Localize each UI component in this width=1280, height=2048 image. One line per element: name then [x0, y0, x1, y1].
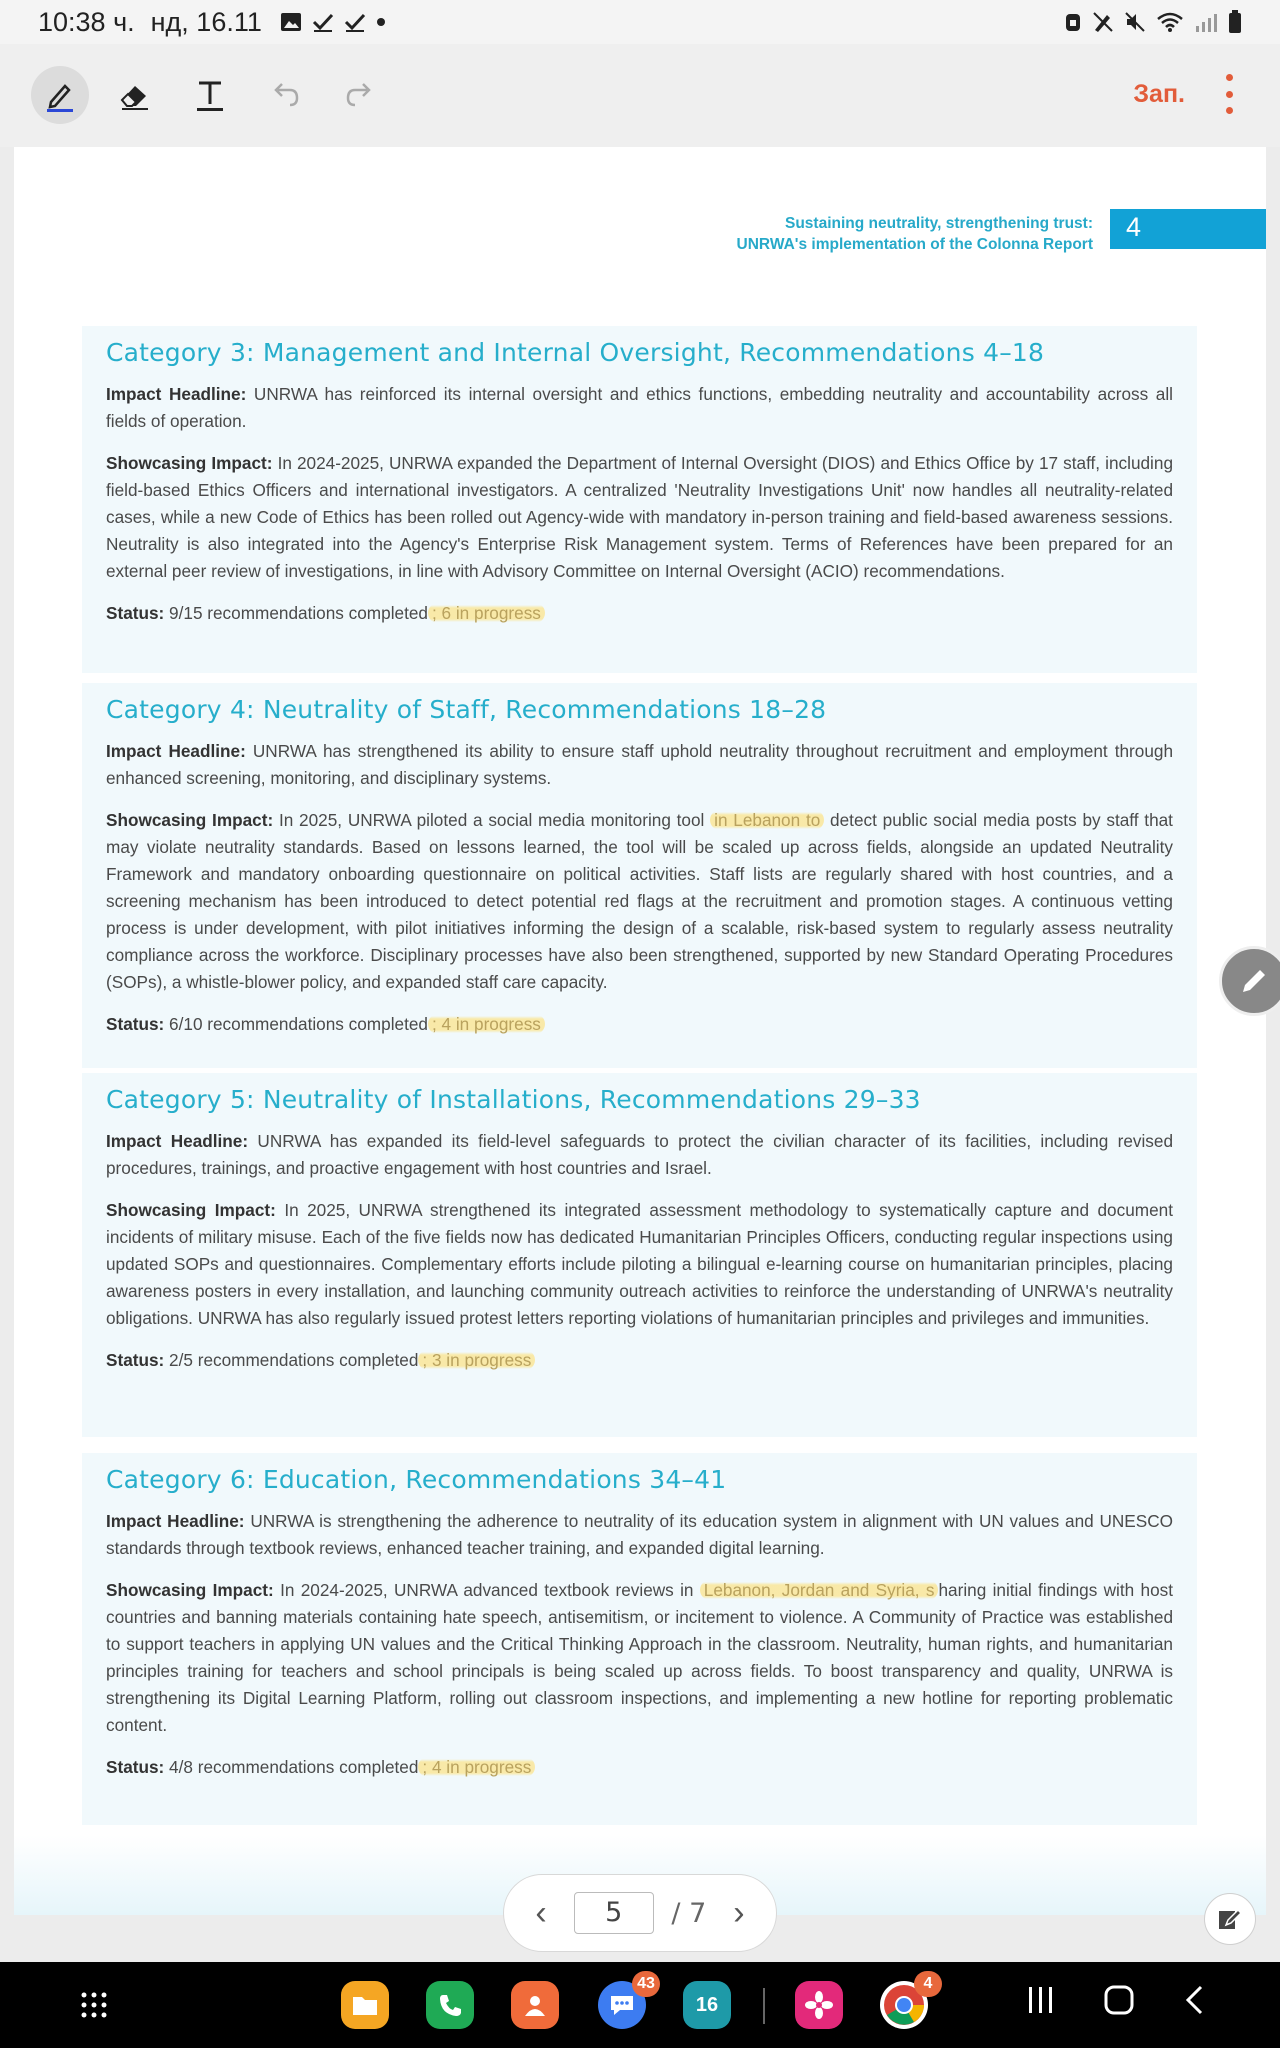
apps-grid-icon[interactable] [70, 1981, 118, 2029]
eraser-icon [118, 78, 152, 112]
highlight-annotation: ; 4 in progress [418, 1757, 535, 1777]
navigation-bar [0, 1962, 1280, 2048]
highlight-annotation: ; 3 in progress [418, 1350, 535, 1370]
page-number-input[interactable]: 5 [574, 1892, 654, 1934]
running-head-line1: Sustaining neutrality, strengthening trust: [784, 215, 1093, 232]
highlight-annotation: ; 4 in progress [428, 1014, 545, 1034]
check-icon [344, 11, 366, 33]
redo-button[interactable] [331, 66, 389, 124]
status-date: нд, 16.11 [150, 6, 262, 37]
undo-button[interactable] [256, 66, 314, 124]
pen-icon [43, 78, 77, 112]
highlight-annotation: ; 6 in progress [428, 603, 545, 623]
recents-button[interactable] [1026, 1984, 1056, 2025]
battery-icon [1228, 10, 1242, 34]
category-title: Category 6: Education, Recommendations 34–41 [106, 1465, 727, 1494]
status-line: Status: 6/10 recommendations completed ; 4 in progress [106, 1011, 1173, 1038]
running-head-line2: UNRWA's implementation of the Colonna Report [736, 236, 1093, 253]
pencil-icon [1237, 964, 1271, 998]
category-section [82, 1073, 1197, 1437]
messages-badge: 43 [632, 1971, 660, 1997]
chrome-app-icon[interactable] [880, 1975, 933, 2029]
category-title: Category 5: Neutrality of Installations, Recommendations 29–33 [106, 1085, 921, 1114]
category-title: Category 3: Management and Internal Oversight, Recommendations 4–18 [106, 338, 1045, 367]
status-time: 10:38 ч. [38, 6, 135, 37]
document-page[interactable] [14, 147, 1266, 1915]
page-navigator [503, 1874, 777, 1952]
status-bar [0, 0, 1280, 44]
save-button[interactable]: Зап. [1133, 80, 1185, 108]
annotate-button[interactable] [1204, 1893, 1256, 1945]
check-icon [312, 11, 334, 33]
showcasing-impact: Showcasing Impact: In 2025, UNRWA strengthened its integrated assessment methodology to systematically capture and document incidents of military misuse. Each of the five fields now has dedicated Humanitarian Principles Officers, conducting regular inspections using updated SOPs and questionnaires. Complementary efforts include piloting a bilingual e-learning course on humanitarian principles, placing awareness posters in every installation, and launching community outreach activities to reinforce the understanding of UNRWA's neutrality obligations. UNRWA has also regularly issued protest letters reporting violations of humanitarian principles and privileges and immunities. [106, 1200, 1173, 1328]
flower-app-icon[interactable] [795, 1981, 843, 2029]
chrome-badge: 4 [914, 1971, 942, 1997]
chevron-left-icon[interactable]: ‹ [535, 1893, 547, 1932]
dock-divider [763, 1988, 765, 2024]
annotation-toolbar [0, 44, 1280, 147]
undo-icon [268, 78, 302, 112]
calendar-day: 16 [695, 1993, 719, 2016]
category-section [82, 683, 1197, 1068]
impact-headline: Impact Headline: UNRWA has reinforced its internal oversight and ethics functions, embedding neutrality and accountability across all fields of operation. [106, 384, 1173, 431]
status-line: Status: 4/8 recommendations completed ; 4 in progress [106, 1754, 1173, 1781]
impact-headline: Impact Headline: UNRWA has strengthened its ability to ensure staff uphold neutrality throughout recruitment and employment through enhanced screening, monitoring, and disciplinary systems. [106, 741, 1174, 788]
highlight-annotation: in Lebanon to [710, 810, 824, 830]
more-options-icon[interactable] [1223, 74, 1235, 114]
wifi-icon [1156, 11, 1184, 33]
home-button[interactable] [1103, 1984, 1135, 2025]
edit-document-icon [1216, 1905, 1244, 1933]
page-total: / 7 [671, 1897, 707, 1929]
status-line: Status: 9/15 recommendations completed ; 6 in progress [106, 600, 1173, 627]
showcasing-impact: Showcasing Impact: In 2024-2025, UNRWA expanded the Department of Internal Oversight (DIOS) and Ethics Office by 17 staff, including field-based Ethics Officers and international investigators. A centralized 'Neutrality Investigations Unit' now handles all neutrality-related cases, while a new Code of Ethics has been rolled out Agency-wide with mandatory in-person training and field-based awareness sessions. Neutrality is also integrated into the Agency's Enterprise Risk Management system. Terms of References have been prepared for an external peer review of investigations, in line with Advisory Committee on Internal Oversight (ACIO) recommendations. [106, 453, 1173, 581]
category-section [82, 1453, 1197, 1825]
page-number-tab: 4 [1110, 209, 1266, 249]
pen-tool-button[interactable] [31, 66, 89, 124]
gallery-icon [280, 11, 302, 33]
category-section [82, 326, 1197, 673]
dot-icon [376, 17, 386, 27]
highlight-annotation: Lebanon, Jordan and Syria, s [700, 1580, 939, 1600]
alarm-icon [1064, 11, 1082, 33]
no-pen-icon [1092, 11, 1114, 33]
mute-icon [1124, 11, 1146, 33]
running-head [737, 213, 1093, 255]
showcasing-impact: Showcasing Impact: In 2024-2025, UNRWA advanced textbook reviews in Lebanon, Jordan and Syria, s haring initial findings with host countries and banning materials containing hate speech, antisemitism, or incitement to violence. A Community of Practice was established to support teachers in applying UN values and the Critical Thinking Approach in the classroom. Neutrality, human rights, and humanitarian principles training for teachers and school principals is being scaled up across fields. To boost transparency and quality, UNRWA is strengthening its Digital Learning Platform, rolling out classroom inspections, and implementing a new hotline for reporting problematic content. [106, 1580, 1173, 1735]
impact-headline: Impact Headline: UNRWA is strengthening the adherence to neutrality of its education system in alignment with UN values and UNESCO standards through textbook reviews, enhanced teacher training, and expanded digital learning. [106, 1511, 1173, 1558]
impact-headline: Impact Headline: UNRWA has expanded its field-level safeguards to protect the civilian character of its facilities, including revised procedures, trainings, and proactive engagement with host countries and Israel. [106, 1131, 1173, 1178]
showcasing-impact: Showcasing Impact: In 2025, UNRWA piloted a social media monitoring tool in Lebanon to detect public social media posts by staff that may violate neutrality standards. Based on lessons learned, the tool will be scaled up across fields, alongside an updated Neutrality Framework and mandatory onboarding questionnaire on political activities. Staff lists are regularly shared with host countries, and a screening mechanism has been introduced to detect potential red flags at the recruitment and promotion stages. A continuous vetting process is under development, with pilot initiatives informing the design of a scalable, risk-based system to regularly assess neutrality compliance across the workforce. Disciplinary processes have also been strengthened, supported by new Standard Operating Procedures (SOPs), a whistle-blower policy, and expanded staff care capacity. [106, 810, 1173, 992]
calendar-app-icon[interactable] [683, 1981, 731, 2029]
floating-pen-button[interactable] [1219, 946, 1280, 1016]
status-line: Status: 2/5 recommendations completed ; 3 in progress [106, 1347, 1173, 1374]
text-tool-button[interactable] [181, 66, 239, 124]
redo-icon [343, 78, 377, 112]
contacts-app-icon[interactable] [511, 1981, 559, 2029]
chevron-right-icon[interactable]: › [733, 1893, 745, 1932]
messages-app-icon[interactable] [598, 1975, 655, 2029]
text-icon [193, 78, 227, 112]
phone-app-icon[interactable] [426, 1981, 474, 2029]
back-button[interactable] [1183, 1984, 1207, 2025]
signal-icon [1194, 11, 1218, 33]
category-title: Category 4: Neutrality of Staff, Recommendations 18–28 [106, 695, 827, 724]
files-app-icon[interactable] [341, 1981, 389, 2029]
eraser-tool-button[interactable] [106, 66, 164, 124]
